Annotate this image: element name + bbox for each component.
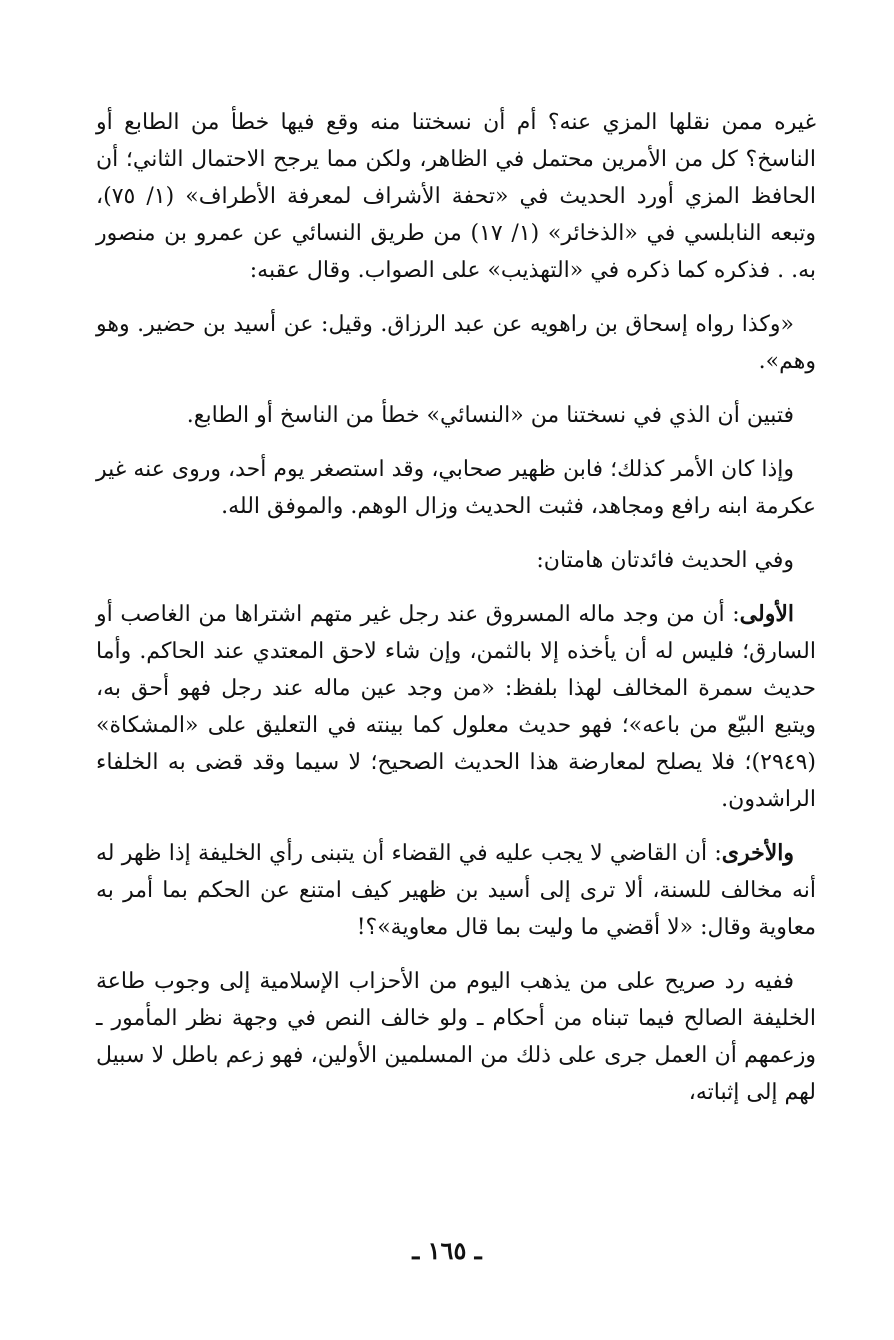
paragraph-4: وإذا كان الأمر كذلك؛ فابن ظهير صحابي، وقد استصغر يوم أحد، وروى عنه غير عكرمة ابنه رافع ومجاهد، فثبت الحديث وزال الوهم. والموفق الله. (96, 457, 816, 519)
paragraph-1: غيره ممن نقلها المزي عنه؟ أم أن نسختنا منه وقع فيها خطأ من الطابع أو الناسخ؟ كل من الأمرين محتمل في الظاهر، ولكن مما يرجح الاحتمال الثاني؛ أن الحافظ المزي أورد الحديث في «تحفة الأشراف لمعرفة الأطراف» (١/ ٧٥)، وتبعه النابلسي في «الذخائر» (١/ ١٧) من طريق النسائي عن عمرو بن منصور به. . فذكره كما ذكره في «التهذيب» على الصواب. وقال عقبه: (96, 110, 817, 283)
page-number: ـ ١٦٥ ـ (412, 1236, 482, 1265)
first-benefit-text: : أن من وجد ماله المسروق عند رجل غير متهم اشتراها من الغاصب أو السارق؛ فليس له أن يأخذه إلا بالثمن، وإن شاء لاحق المعتدي عند الحاكم. وأما حديث سمرة المخالف لهذا بلفظ: «من وجد عين ماله عند رجل فهو أحق به، ويتبع البيّع من باعه»؛ فهو حديث معلول كما بينته في التعليق على «المشكاة» (٢٩٤٩)؛ فلا يصلح لمعارضة هذا الحديث الصحيح؛ لا سيما وقد قضى به الخلفاء الراشدون. (96, 602, 816, 812)
first-benefit-heading: الأولى (739, 601, 794, 627)
paragraph-3: فتبين أن الذي في نسختنا من «النسائي» خطأ من الناسخ أو الطابع. (186, 403, 794, 428)
body-text (96, 104, 816, 1128)
second-benefit-heading: والأخرى (721, 840, 794, 866)
paragraph-5: وفي الحديث فائدتان هامتان: (536, 548, 794, 573)
paragraph-first-benefit (96, 596, 816, 818)
second-benefit-text: : أن القاضي لا يجب عليه في القضاء أن يتبنى رأي الخليفة إذا ظهر له أنه مخالف للسنة، ألا ترى إلى أسيد بن ظهير كيف امتنع عن الحكم بما أمر به معاوية وقال: «لا أقضي ما وليت بما قال معاوية»؟! (96, 841, 816, 940)
paragraph-quote: «وكذا رواه إسحاق بن راهويه عن عبد الرزاق. وقيل: عن أسيد بن حضير. وهو وهم». (96, 312, 816, 374)
paragraph-8: ففيه رد صريح على من يذهب اليوم من الأحزاب الإسلامية إلى وجوب طاعة الخليفة الصالح فيما تبناه من أحكام ـ ولو خالف النص في وجهة نظر المأمور ـ وزعمهم أن العمل جرى على ذلك من المسلمين الأولين، فهو زعم باطل لا سبيل لهم إلى إثباته، (96, 969, 816, 1105)
paragraph-second-benefit (96, 835, 816, 946)
